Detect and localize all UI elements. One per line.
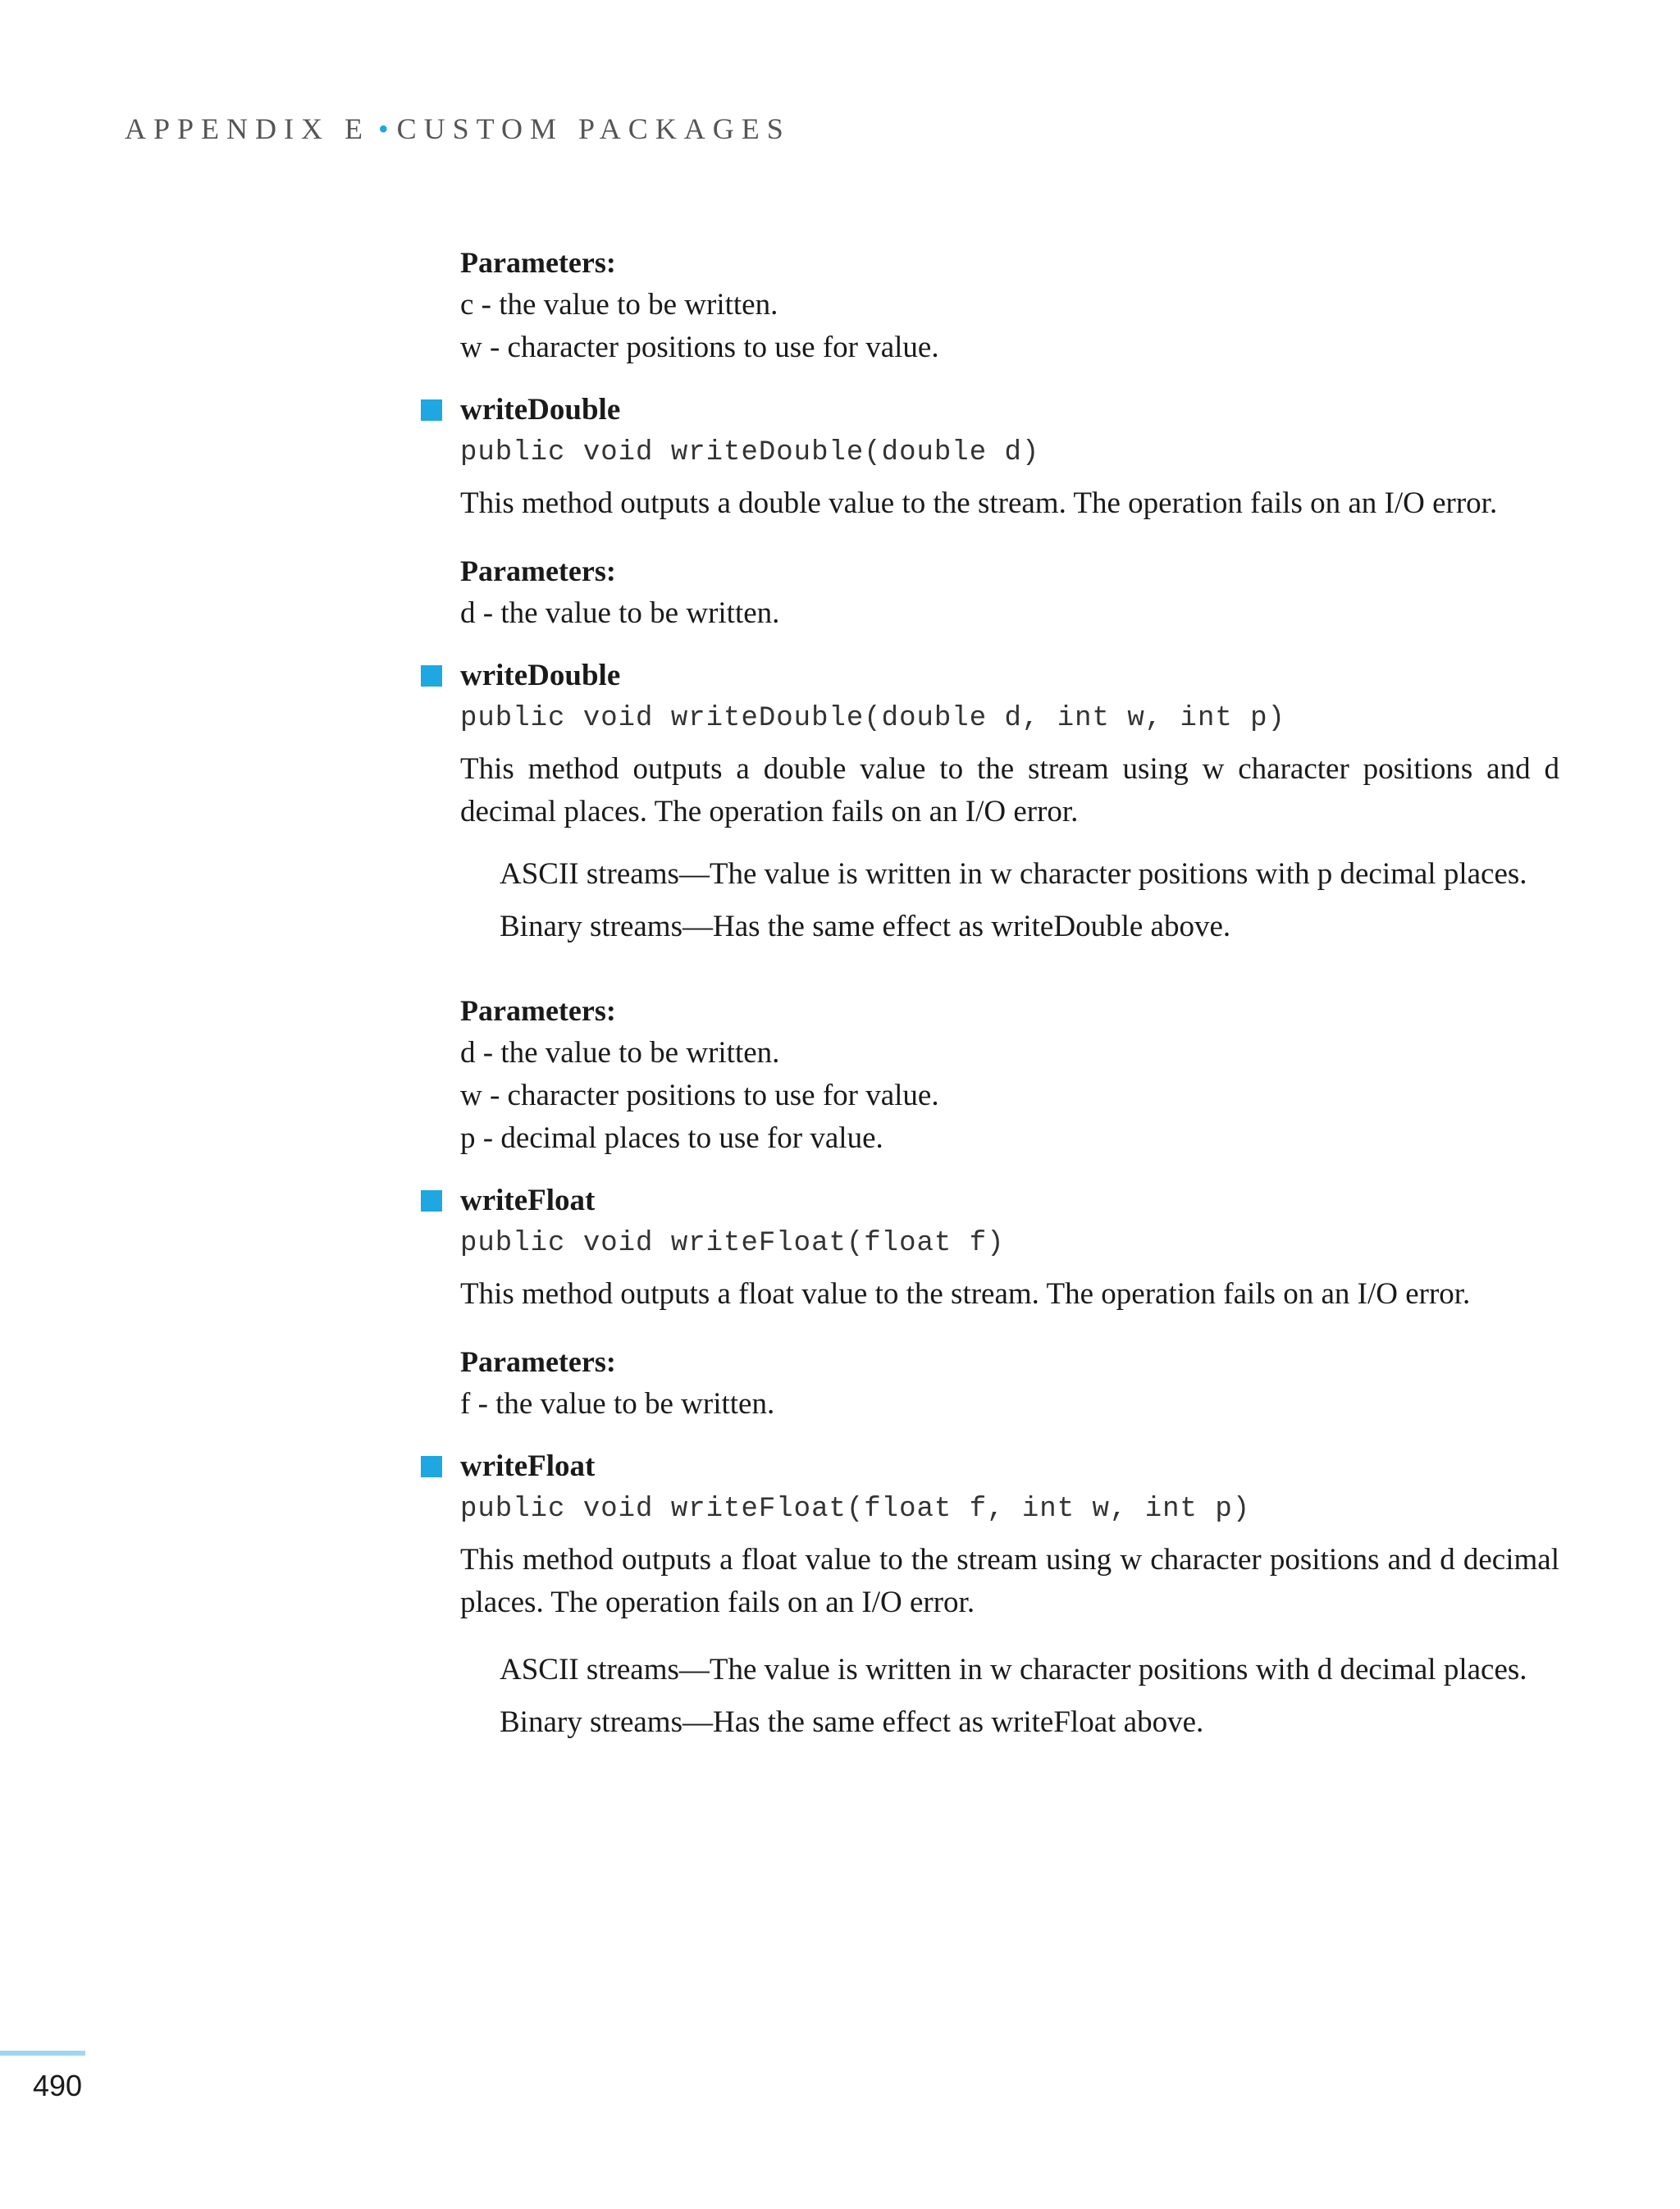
running-head	[125, 112, 791, 146]
method-description: This method outputs a double value to the stream using w character positions and d decimal places. The operation fails on an I/O error.	[460, 752, 1559, 828]
method-entry-write-float	[460, 1180, 1559, 1426]
parameter-item: w - character positions to use for value.	[460, 1079, 939, 1112]
parameters-block	[460, 989, 1559, 1160]
parameter-item: d - the value to be written.	[460, 596, 780, 630]
method-signature: public void writeFloat(float f)	[460, 1228, 1005, 1259]
method-entry-write-float-formatted	[460, 1445, 1559, 1744]
square-bullet-icon	[421, 1190, 442, 1212]
parameters-block-write-char	[460, 241, 1559, 369]
parameter-item: w - character positions to use for value.	[460, 331, 939, 364]
method-heading	[460, 389, 1559, 431]
method-entry-write-double-formatted	[460, 655, 1559, 1160]
parameter-item: c - the value to be written.	[460, 288, 778, 322]
page-number: 490	[33, 2069, 83, 2102]
running-head-title: CUSTOM PACKAGES	[396, 112, 791, 145]
method-description: This method outputs a float value to the stream using w character positions and d decimal places. The operation fails on an I/O error.	[460, 1543, 1559, 1619]
page-body	[460, 241, 1559, 1754]
method-name: writeFloat	[460, 1184, 596, 1217]
binary-stream-note: Binary streams—Has the same effect as writeFloat above.	[500, 1705, 1204, 1739]
square-bullet-icon	[421, 1456, 442, 1477]
parameters-block	[460, 1340, 1559, 1426]
method-signature: public void writeFloat(float f, int w, int p)	[460, 1494, 1251, 1525]
stream-notes	[460, 853, 1559, 948]
parameters-block	[460, 550, 1559, 635]
square-bullet-icon	[421, 665, 442, 687]
page-number-rule	[0, 2051, 85, 2056]
method-signature: public void writeDouble(double d, int w, int p)	[460, 703, 1285, 734]
method-entry-write-double	[460, 389, 1559, 635]
method-heading	[460, 1445, 1559, 1488]
running-head-separator: •	[378, 112, 389, 145]
parameters-heading: Parameters:	[460, 994, 616, 1027]
method-description: This method outputs a float value to the stream. The operation fails on an I/O error.	[460, 1277, 1471, 1311]
binary-stream-note: Binary streams—Has the same effect as writeDouble above.	[500, 910, 1231, 943]
ascii-stream-note: ASCII streams—The value is written in w character positions with d decimal places.	[500, 1653, 1527, 1686]
method-description: This method outputs a double value to the stream. The operation fails on an I/O error.	[460, 486, 1498, 520]
parameters-heading: Parameters:	[460, 555, 616, 587]
method-name: writeDouble	[460, 393, 621, 427]
parameter-item: f - the value to be written.	[460, 1387, 775, 1421]
parameters-heading: Parameters:	[460, 1345, 616, 1378]
method-name: writeDouble	[460, 659, 621, 692]
ascii-stream-note: ASCII streams—The value is written in w character positions with p decimal places.	[500, 857, 1527, 891]
square-bullet-icon	[421, 399, 442, 421]
parameters-heading: Parameters:	[460, 246, 616, 279]
method-name: writeFloat	[460, 1449, 596, 1483]
method-signature: public void writeDouble(double d)	[460, 437, 1040, 468]
running-head-section: APPENDIX E	[125, 112, 371, 145]
method-heading	[460, 1180, 1559, 1222]
stream-notes	[460, 1649, 1559, 1744]
parameter-item: d - the value to be written.	[460, 1036, 780, 1070]
method-heading	[460, 655, 1559, 697]
parameter-item: p - decimal places to use for value.	[460, 1121, 883, 1155]
